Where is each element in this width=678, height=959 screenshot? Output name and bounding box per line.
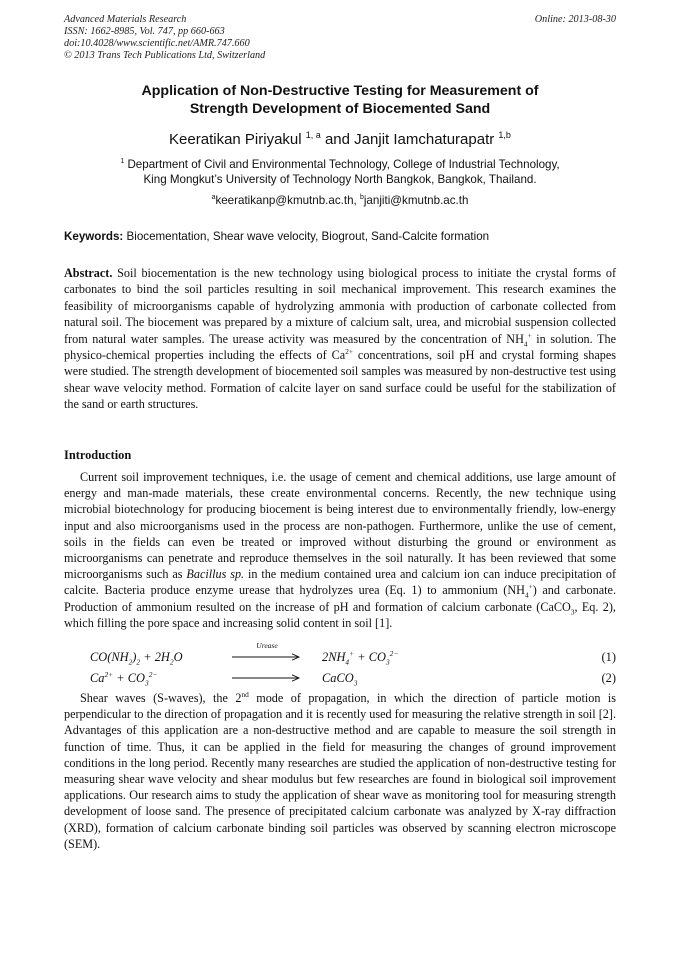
author-and: and — [324, 131, 350, 148]
journal-name: Advanced Materials Research — [64, 14, 187, 25]
equation-1-number: (1) — [601, 650, 616, 664]
equation-2-lhs: $Ca^{2+} + CO_3^{2-}$ — [90, 669, 158, 688]
author-1-affil: 1, a — [305, 130, 321, 140]
title-line-1: Application of Non-Destructive Testing for Measurement of — [141, 83, 539, 99]
journal-header — [64, 14, 616, 62]
author-emails — [64, 193, 616, 208]
intro-p1-text-d: , Eq. 2), which filling the pore space and increasing solid content in soil [1]. — [64, 599, 616, 630]
intro-p2-text-a: Shear waves (S-waves), the 2 — [80, 691, 242, 705]
intro-nh4-sup: + — [528, 582, 533, 592]
paper-title — [64, 82, 616, 118]
introduction-paragraph-2 — [64, 690, 616, 852]
intro-p1-text-c: ) and carbonate. Production of ammonium resulted on the increase of pH and formation of calcium carbonate (CaCO — [64, 583, 616, 614]
author-2: Janjit Iamchaturapatr — [354, 131, 495, 148]
abstract-nh4-sub: 4 — [523, 339, 528, 349]
affiliation — [64, 157, 616, 187]
abstract-text-1: Soil biocementation is the new technology using biological process to initiate the crystal forms of carbonates to bind the soil particles resulting in soil mechanical improvement. This research examines the feasibility of microorganisms capable of hydrolyzing ammonia with production of carbonate collected from natural soil. The biocement was prepared by a mixture of calcium salt, urea, and microbial suspension collected from natural water samples. The urease activity was measured by the concentration of NH — [64, 266, 617, 346]
intro-p1-species: Bacillus sp. — [186, 567, 245, 582]
abstract — [64, 265, 616, 413]
introduction-paragraph-1 — [64, 469, 616, 631]
equation-2-rhs: CaCO$_3$ — [322, 671, 358, 688]
email-b[interactable]: janjiti@kmutnb.ac.th — [363, 194, 469, 207]
equation-1 — [64, 641, 616, 667]
intro-nh4-sub: 4 — [524, 590, 529, 600]
online-date: Online: 2013-08-30 — [534, 14, 616, 25]
reaction-arrow-icon — [232, 652, 302, 662]
equation-1-arrow — [232, 641, 302, 666]
keywords-text: Biocementation, Shear wave velocity, Biogrout, Sand-Calcite formation — [126, 230, 490, 243]
intro-p1-text-b: in the medium contained urea and calcium ion can induce precipitation of calcite. Bacteria produce enzyme urease that hydrolyzes urea (Eq. 1) to ammonium (NH — [64, 567, 617, 598]
abstract-text-3: concentrations, soil pH and crystal forming shapes were studied. The strength development of biocemented soil samples was measured by non-destructive test using shear wave velocity method. Formation of calcite layer on sand surface could be useful for the stabilization of the sand or earth structures. — [64, 348, 616, 412]
abstract-nh4-sup: + — [527, 330, 532, 340]
equation-2 — [64, 669, 616, 687]
affiliation-line-2: King Mongkut’s University of Technology North Bangkok, Bangkok, Thailand. — [143, 173, 537, 186]
intro-p1-text-a: Current soil improvement techniques, i.e. the usage of cement and chemical additions, use large amount of energy and man-made materials, these create environmental concerns. Recently, the new technique using microbial biotechnology for producing biocement is being interest due to environmentally friendly, low-energy input and also microorganisms used in the process are non-pathogen. Furthermore, unlike the use of cement, soils in the fields can even be treated or improved without disturbing the ground or environment as microorganisms can penetrate and reproduce themselves in the soil naturally. It has been reviewed that some microorganisms such as — [64, 470, 616, 582]
equation-2-number: (2) — [601, 671, 616, 685]
email-a[interactable]: keeratikanp@kmutnb.ac.th, — [215, 194, 357, 207]
keywords-label: Keywords: — [64, 230, 124, 243]
urease-label: Urease — [256, 641, 278, 650]
intro-p2-sup: nd — [241, 689, 249, 699]
author-1: Keeratikan Piriyakul — [169, 131, 302, 148]
abstract-ca-sup: 2+ — [345, 346, 353, 356]
affiliation-line-1: Department of Civil and Environmental Technology, College of Industrial Technology, — [127, 158, 560, 171]
affiliation-number: 1 — [120, 158, 125, 166]
author-2-affil: 1,b — [498, 130, 511, 140]
equation-1-rhs: $2NH_4^+ + CO_3^{2-}$ — [322, 648, 399, 667]
equation-1-lhs: $CO(NH_2)_2 + 2H_2O$ — [90, 650, 183, 667]
intro-p2-text-b: mode of propagation, in which the direction of particle motion is perpendicular to the direction of propagation and it is recently used for measuring the relative strength in soil [2]. Advantages of this application are a non-destructive method and are capable to measure the soil strength in function of time. Thus, it can be applied in the field for measuring the changes of ground improvement conditions in the long period. Recently many researches are studied the application of non-destructive testing for measuring shear wave velocity and shear modulus but few researches are found in biological soil improvement applications. Our research aims to study the application of shear wave as monitoring tool for measuring strength development of loose sand. The presence of precipitated calcium carbonate was analyzed by X-ray diffraction (XRD), formation of calcium carbonate binding soil particles was observed by scanning electron microscope (SEM). — [64, 691, 617, 851]
email-b-mark: b — [359, 194, 364, 202]
author-list — [64, 130, 616, 150]
copyright-line: © 2013 Trans Tech Publications Ltd, Switzerland — [64, 50, 266, 61]
title-line-2: Strength Development of Biocemented Sand — [189, 101, 491, 117]
abstract-label: Abstract. — [64, 266, 113, 280]
abstract-text-2: in solution. The physico-chemical properties including the effects of Ca — [64, 331, 617, 363]
issn-line: ISSN: 1662-8985, Vol. 747, pp 660-663 — [64, 26, 225, 37]
doi-line: doi:10.4028/www.scientific.net/AMR.747.660 — [64, 38, 250, 49]
equation-2-arrow — [232, 669, 302, 687]
introduction-heading: Introduction — [64, 448, 132, 462]
keywords — [64, 229, 616, 244]
email-a-mark: a — [211, 194, 216, 202]
intro-caco3-sub: 3 — [570, 607, 575, 617]
reaction-arrow-icon — [232, 673, 302, 683]
